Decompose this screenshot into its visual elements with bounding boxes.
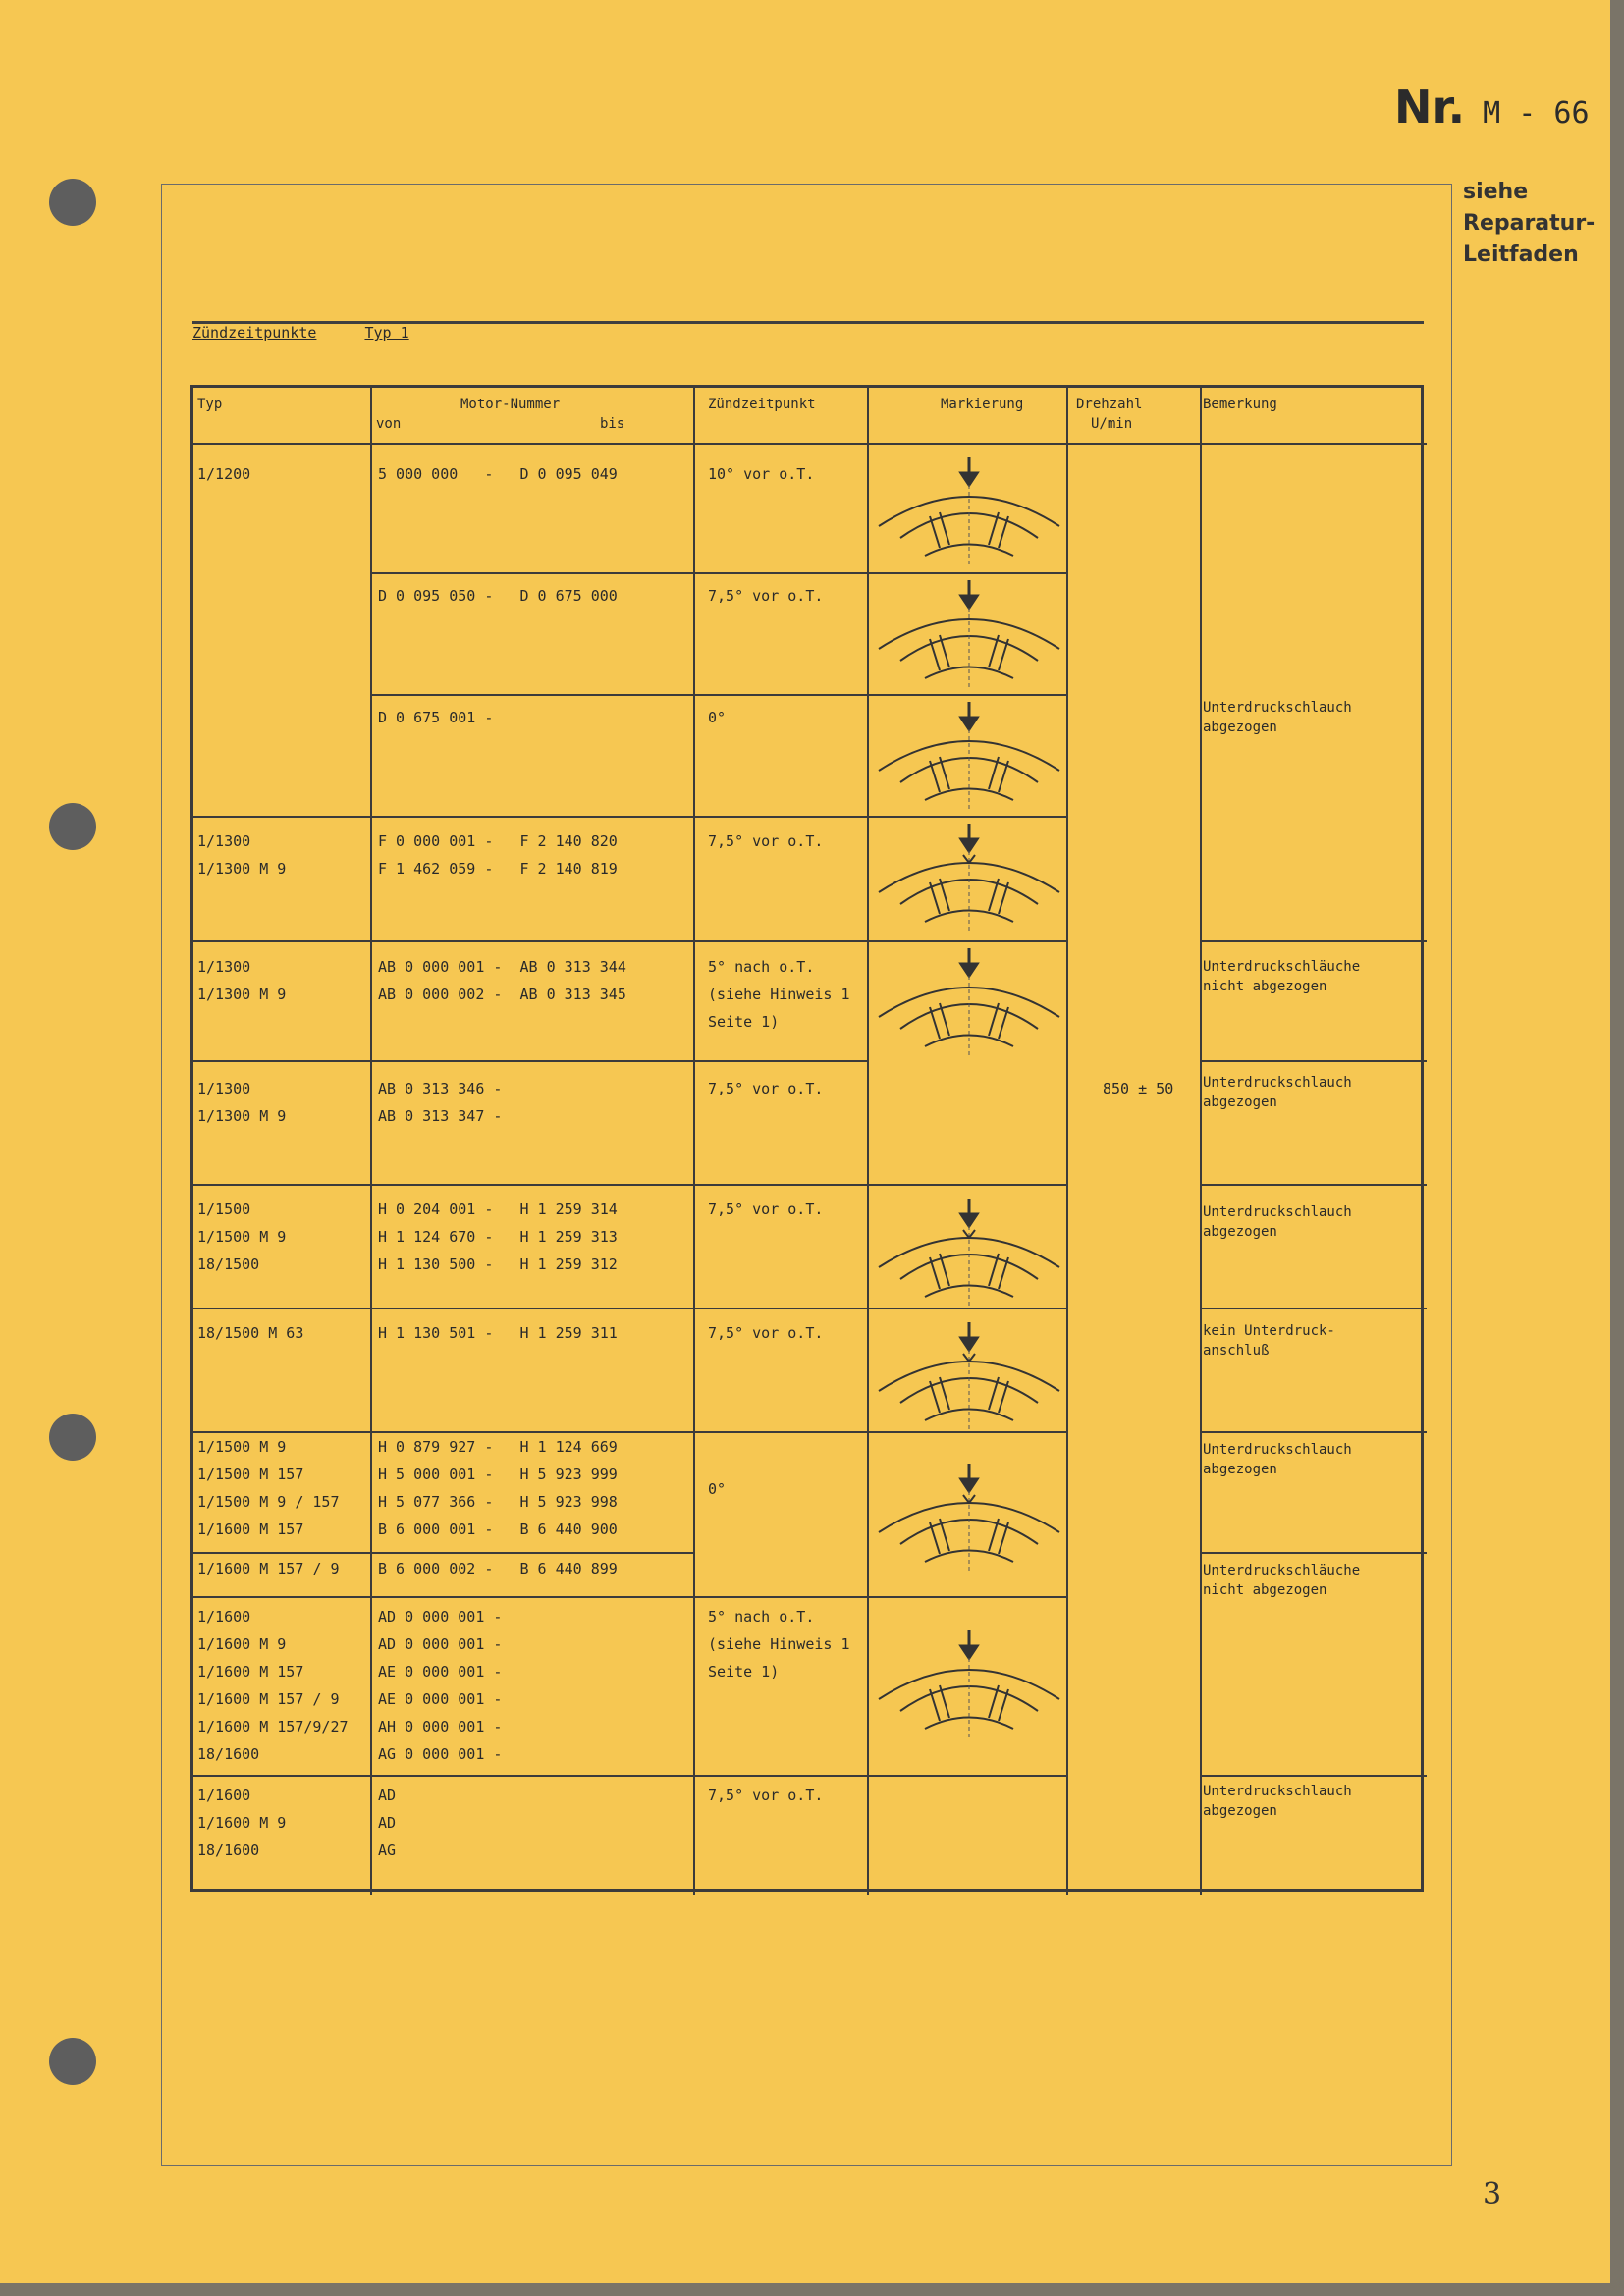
table-rule-horizontal	[193, 1596, 370, 1598]
timing-mark-diagram	[871, 1623, 1067, 1740]
table-rule-horizontal	[693, 694, 867, 696]
table-rule-horizontal	[193, 1184, 370, 1186]
timing-mark-diagram	[871, 1456, 1067, 1574]
table-rule-vertical	[1200, 388, 1202, 1895]
header-motor-number: Motor-Nummer	[460, 397, 561, 412]
timing-mark-diagram	[871, 694, 1067, 812]
timing-mark-diagram	[871, 940, 1067, 1058]
table-rule-horizontal	[693, 1308, 867, 1309]
row-ignition-timing: 5° nach o.T. (siehe Hinweis 1 Seite 1)	[708, 1608, 850, 1681]
rpm-value: 850 ± 50	[1103, 1080, 1174, 1097]
remark-text: Unterdruckschlauch abgezogen	[1203, 700, 1352, 735]
row-ignition-timing: 5° nach o.T. (siehe Hinweis 1 Seite 1)	[708, 958, 850, 1031]
table-rule-horizontal	[370, 940, 693, 942]
table-heading	[192, 324, 449, 342]
table-rule-horizontal	[370, 1775, 693, 1777]
timing-mark-diagram	[871, 572, 1067, 690]
timing-mark-diagram	[871, 1314, 1067, 1432]
table-rule-horizontal	[693, 816, 867, 818]
header-remarks: Bemerkung	[1203, 397, 1277, 412]
header-typ: Typ	[197, 397, 223, 412]
timing-mark-diagram	[871, 450, 1067, 567]
table-rule-horizontal	[693, 1184, 867, 1186]
remark-text: Unterdruckschlauch abgezogen	[1203, 1442, 1352, 1477]
row-motor-number: AB 0 000 001 - AB 0 313 344 AB 0 000 002 - AB 0 313 345	[378, 958, 626, 1003]
ignition-timing-table	[190, 385, 1424, 1892]
table-rule-horizontal	[193, 1060, 370, 1062]
row-motor-number: H 0 204 001 - H 1 259 314 H 1 124 670 - H 1 259 313 H 1 130 500 - H 1 259 312	[378, 1201, 618, 1273]
table-rule-horizontal	[370, 1596, 693, 1598]
row-ignition-timing: 7,5° vor o.T.	[708, 1201, 824, 1218]
row-type: 18/1500 M 63	[197, 1324, 304, 1342]
table-rule-horizontal	[1200, 1184, 1427, 1186]
remark-text: Unterdruckschlauch abgezogen	[1203, 1784, 1352, 1819]
table-rule-horizontal	[1200, 1060, 1427, 1062]
table-rule-horizontal	[693, 1431, 867, 1433]
table-rule-horizontal	[370, 1184, 693, 1186]
side-note-line: Reparatur-	[1463, 211, 1596, 236]
row-type: 1/1600 1/1600 M 9 18/1600	[197, 1787, 287, 1859]
table-rule-horizontal	[370, 1552, 693, 1554]
heading-title: Zündzeitpunkte	[192, 324, 317, 342]
row-motor-number: AD AD AG	[378, 1787, 397, 1859]
table-rule-horizontal	[193, 816, 370, 818]
table-rule-horizontal	[693, 572, 867, 574]
page-number: 3	[1483, 2177, 1502, 2212]
table-rule-horizontal	[693, 940, 867, 942]
side-note-line: Leitfaden	[1463, 242, 1579, 267]
table-rule-horizontal	[370, 694, 693, 696]
table-rule-vertical	[867, 388, 869, 1895]
row-ignition-timing: 7,5° vor o.T.	[708, 587, 824, 605]
table-rule-vertical	[693, 388, 695, 1895]
side-note-line: siehe	[1463, 180, 1529, 204]
table-rule-horizontal	[693, 1596, 867, 1598]
row-ignition-timing: 0°	[708, 1480, 727, 1498]
heading-type: Typ 1	[364, 324, 409, 342]
remark-text: Unterdruckschläuche nicht abgezogen	[1203, 959, 1361, 994]
nr-prefix: Nr.	[1394, 80, 1466, 133]
row-ignition-timing: 7,5° vor o.T.	[708, 1324, 824, 1342]
row-type: 1/1300 1/1300 M 9	[197, 1080, 287, 1125]
header-marking: Markierung	[941, 397, 1024, 412]
document-number	[1394, 80, 1590, 133]
table-rule-horizontal	[1200, 940, 1427, 942]
row-ignition-timing: 7,5° vor o.T.	[708, 1080, 824, 1097]
table-rule-horizontal	[370, 1308, 693, 1309]
row-ignition-timing: 7,5° vor o.T.	[708, 1787, 824, 1804]
row-ignition-timing: 10° vor o.T.	[708, 465, 815, 483]
row-motor-number: H 0 879 927 - H 1 124 669 H 5 000 001 - H 5 923 999 H 5 077 366 - H 5 923 998 B 6 000 001 - B 6 440 900	[378, 1438, 618, 1538]
row-motor-number: D 0 095 050 - D 0 675 000	[378, 587, 618, 605]
header-ignition-timing: Zündzeitpunkt	[708, 397, 816, 412]
header-rpm-unit: U/min	[1091, 416, 1133, 432]
punch-hole	[49, 179, 96, 226]
row-motor-number: AB 0 313 346 - AB 0 313 347 -	[378, 1080, 503, 1125]
row-motor-number: D 0 675 001 -	[378, 709, 494, 726]
remark-text: Unterdruckschläuche nicht abgezogen	[1203, 1563, 1361, 1598]
punch-hole	[49, 2038, 96, 2085]
row-type: 1/1500 1/1500 M 9 18/1500	[197, 1201, 287, 1273]
row-type: 1/1300 1/1300 M 9	[197, 832, 287, 878]
row-motor-number: 5 000 000 - D 0 095 049	[378, 465, 618, 483]
row-ignition-timing: 7,5° vor o.T.	[708, 832, 824, 850]
table-rule-horizontal	[370, 1060, 693, 1062]
remark-text: Unterdruckschlauch abgezogen	[1203, 1204, 1352, 1240]
table-rule-horizontal	[1200, 1775, 1427, 1777]
nr-value: M - 66	[1483, 96, 1590, 131]
table-rule-horizontal	[867, 1184, 1066, 1186]
side-note	[1463, 177, 1595, 271]
table-rule-horizontal	[193, 1308, 370, 1309]
row-motor-number: F 0 000 001 - F 2 140 820 F 1 462 059 - F 2 140 819	[378, 832, 618, 878]
table-rule-horizontal	[693, 1060, 867, 1062]
row-motor-number: H 1 130 501 - H 1 259 311	[378, 1324, 618, 1342]
table-rule-vertical	[370, 388, 372, 1895]
header-von: von	[376, 416, 402, 432]
table-rule-horizontal	[1200, 1308, 1427, 1309]
row-type: 1/1500 M 9 1/1500 M 157 1/1500 M 9 / 157 1/1600 M 157	[197, 1438, 340, 1538]
table-rule-horizontal	[193, 1552, 370, 1554]
table-rule-horizontal	[370, 572, 693, 574]
heading-rule	[192, 321, 1424, 324]
table-rule-horizontal	[193, 940, 370, 942]
row-type: 1/1600 1/1600 M 9 1/1600 M 157 1/1600 M 157 / 9 1/1600 M 157/9/27 18/1600	[197, 1608, 349, 1763]
table-rule-horizontal	[370, 816, 693, 818]
table-rule-horizontal	[193, 443, 1427, 445]
punch-hole	[49, 803, 96, 850]
row-type: 1/1600 M 157 / 9	[197, 1560, 340, 1577]
remark-text: kein Unterdruck- anschluß	[1203, 1323, 1335, 1359]
table-rule-horizontal	[867, 1775, 1066, 1777]
row-ignition-timing: 0°	[708, 709, 727, 726]
table-rule-horizontal	[867, 1596, 1066, 1598]
table-rule-horizontal	[1200, 1431, 1427, 1433]
punch-hole	[49, 1414, 96, 1461]
remark-text: Unterdruckschlauch abgezogen	[1203, 1075, 1352, 1110]
timing-mark-diagram	[871, 1191, 1067, 1308]
table-rule-horizontal	[193, 1775, 370, 1777]
table-rule-horizontal	[693, 1775, 867, 1777]
table-rule-horizontal	[1200, 1552, 1427, 1554]
timing-mark-diagram	[871, 816, 1067, 934]
header-rpm: Drehzahl	[1076, 397, 1143, 412]
row-motor-number: AD 0 000 001 - AD 0 000 001 - AE 0 000 001 - AE 0 000 001 - AH 0 000 001 - AG 0 000 001 -	[378, 1608, 503, 1763]
row-type: 1/1200	[197, 465, 251, 483]
row-motor-number: B 6 000 002 - B 6 440 899	[378, 1560, 618, 1577]
row-type: 1/1300 1/1300 M 9	[197, 958, 287, 1003]
header-bis: bis	[600, 416, 625, 432]
